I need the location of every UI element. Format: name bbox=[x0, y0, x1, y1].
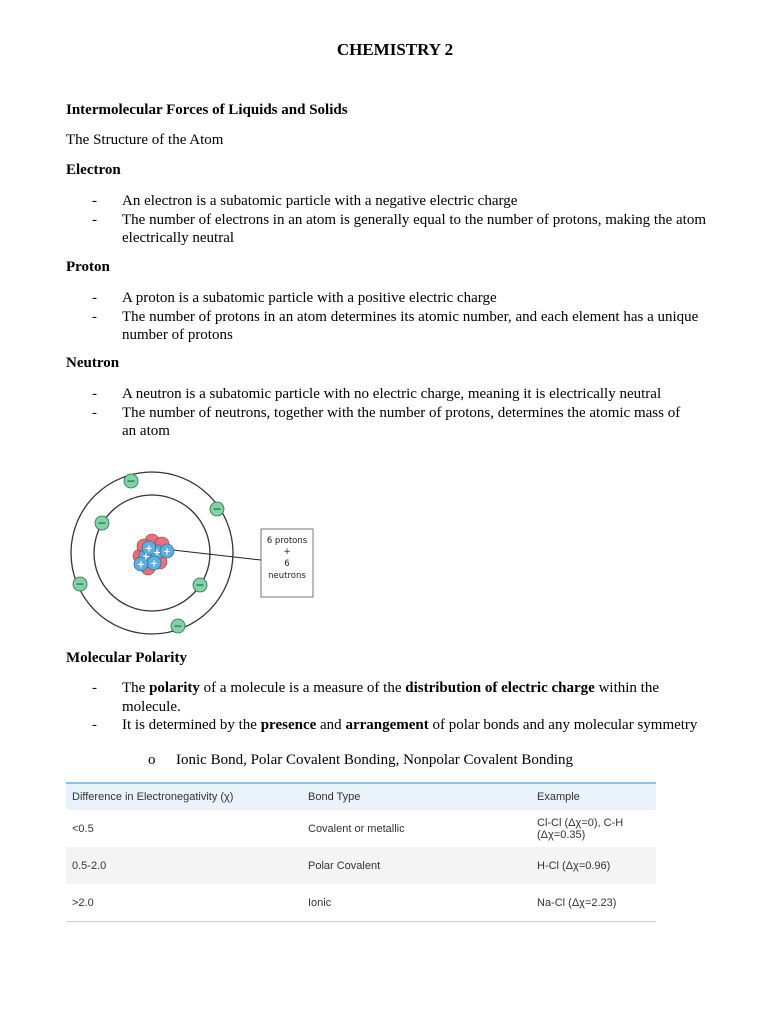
electron-sign: − bbox=[173, 619, 183, 633]
page-title: CHEMISTRY 2 bbox=[336, 40, 454, 59]
table-row bbox=[66, 884, 656, 922]
neutron-bullets bbox=[91, 385, 691, 441]
electron-sign: − bbox=[195, 578, 205, 592]
table-cell: Cl-Cl (Δχ=0), C-H (Δχ=0.35) bbox=[537, 816, 624, 841]
table-header-cell: Bond Type bbox=[308, 791, 361, 803]
polarity-heading: Molecular Polarity bbox=[66, 650, 187, 666]
electron-bullets bbox=[91, 192, 731, 248]
proton-sign: + bbox=[144, 543, 154, 555]
table-cell: H-Cl (Δχ=0.96) bbox=[537, 859, 611, 872]
subtopic-heading: The Structure of the Atom bbox=[66, 132, 224, 148]
list-item: - A proton is a subatomic particle with a positive electric charge bbox=[92, 290, 497, 306]
topic-heading: Intermolecular Forces of Liquids and Solids bbox=[66, 102, 348, 118]
list-item: - A neutron is a subatomic particle with no electric charge, meaning it is electrically neutral bbox=[92, 386, 662, 402]
table-cell: Ionic bbox=[308, 896, 332, 909]
table-cell: <0.5 bbox=[72, 822, 94, 835]
list-item: - The polarity of a molecule is a measure of the distribution of electric charge within the molecule. bbox=[92, 680, 659, 715]
polarity-bullets bbox=[91, 679, 711, 735]
table-row bbox=[66, 847, 656, 884]
neutron-heading: Neutron bbox=[66, 355, 120, 371]
proton-bullets bbox=[91, 289, 731, 345]
table-cell: Na-Cl (Δχ=2.23) bbox=[537, 896, 617, 909]
label-line: neutrons bbox=[268, 571, 306, 581]
table-cell: >2.0 bbox=[72, 896, 94, 909]
list-item: - The number of neutrons, together with the number of protons, determines the atomic mass of an atom bbox=[92, 404, 681, 439]
table-header-cell: Example bbox=[537, 791, 580, 803]
proton-sign: + bbox=[152, 547, 162, 559]
electronegativity-table bbox=[66, 782, 656, 922]
proton-sign: + bbox=[136, 559, 146, 571]
table-cell: Covalent or metallic bbox=[308, 822, 405, 835]
proton-sign: + bbox=[162, 546, 172, 558]
list-item: - The number of electrons in an atom is generally equal to the number of protons, making the atom electrically neutral bbox=[92, 211, 707, 246]
proton-heading: Proton bbox=[66, 259, 110, 275]
sub-list-item: o Ionic Bond, Polar Covalent Bonding, Nonpolar Covalent Bonding bbox=[148, 752, 574, 768]
table-cell: Polar Covalent bbox=[308, 859, 381, 872]
electron-sign: − bbox=[97, 516, 107, 530]
atom-diagram bbox=[60, 470, 330, 638]
electron-sign: − bbox=[126, 474, 136, 488]
list-item: - An electron is a subatomic particle with a negative electric charge bbox=[92, 193, 518, 209]
circle-bullet-icon: o bbox=[148, 752, 156, 768]
table-header-cell: Difference in Electronegativity (χ) bbox=[72, 791, 234, 803]
electron-sign: − bbox=[75, 577, 85, 591]
proton-sign: + bbox=[141, 551, 151, 563]
nucleus bbox=[133, 534, 174, 575]
table-cell: 0.5-2.0 bbox=[72, 859, 107, 872]
list-item: - It is determined by the presence and arrangement of polar bonds and any molecular symmetry bbox=[92, 717, 698, 733]
label-line: 6 bbox=[284, 559, 290, 569]
label-line: 6 protons bbox=[266, 536, 308, 546]
table-header-row bbox=[66, 782, 656, 810]
list-item: - The number of protons in an atom determines its atomic number, and each element has a unique number of protons bbox=[92, 308, 699, 343]
proton-sign: + bbox=[149, 558, 159, 570]
label-pointer-line bbox=[162, 546, 261, 560]
electron-heading: Electron bbox=[66, 162, 121, 178]
electron-sign: − bbox=[212, 502, 222, 516]
label-line: + bbox=[283, 547, 291, 557]
table-row bbox=[66, 810, 656, 847]
